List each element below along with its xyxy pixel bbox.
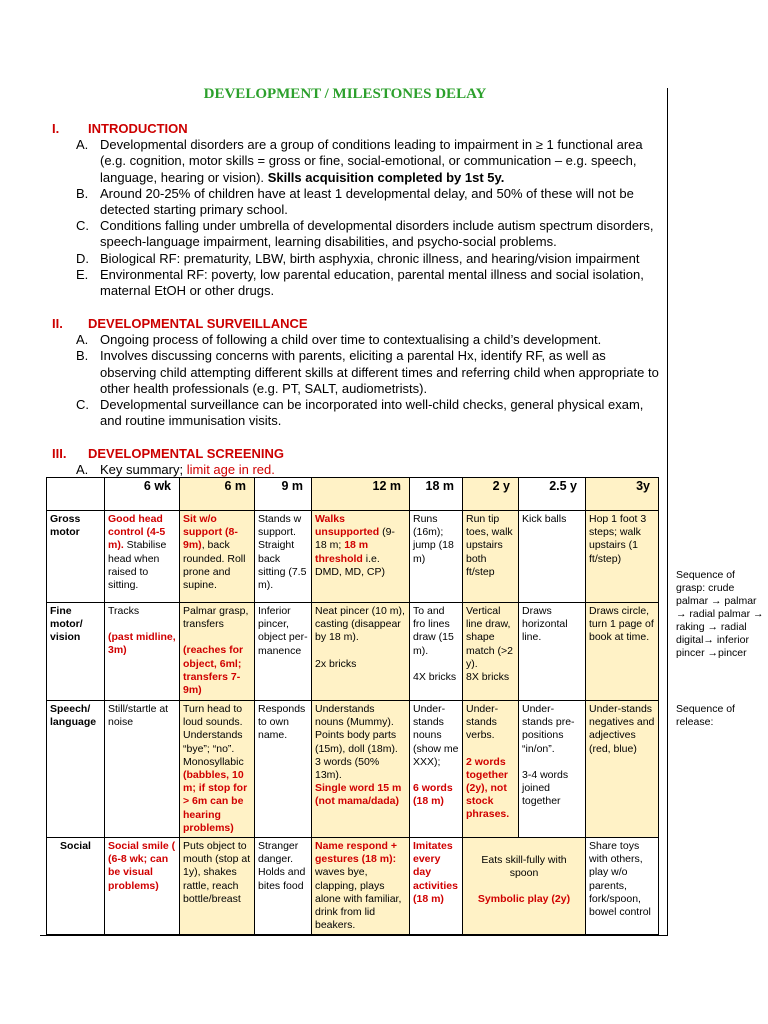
list-item: C. Conditions falling under umbrella of developmental disorders include autism spectrum disorders, speech-language impairment, learning disabilities, and psycho-social problems. xyxy=(76,218,654,250)
table-cell: Kick balls xyxy=(519,511,586,603)
table-cell: Palmar grasp, transfers (reaches for object, 6ml; transfers 7-9m) xyxy=(180,603,255,701)
table-cell: Still/startle at noise xyxy=(105,701,180,838)
table-cell: Responds to own name. xyxy=(255,701,312,838)
table-cell: Stands w support. Straight back sitting (7.5 m). xyxy=(255,511,312,603)
table-header-row xyxy=(47,478,659,511)
header-cell: 2.5 y xyxy=(519,478,586,511)
table-cell: To and fro lines draw (15 m). 4X bricks xyxy=(410,603,463,701)
section-heading: II. DEVELOPMENTAL SURVEILLANCE xyxy=(52,316,308,331)
table-cell: Vertical line draw, shape match (>2 y). 8X bricks xyxy=(463,603,519,701)
table-cell: Draws horizontal line. xyxy=(519,603,586,701)
table-cell: Runs (16m); jump (18 m) xyxy=(410,511,463,603)
list-item: B. Involves discussing concerns with parents, eliciting a parental Hx, identify RF, as well as observing child attempting different skills at different times and referring child when appropriate to other health professionals (e.g. PT, SALT, audiometrists). xyxy=(76,348,659,396)
section-surveillance xyxy=(52,316,662,429)
page-title: DEVELOPMENT / MILESTONES DELAY xyxy=(203,86,487,102)
table-row xyxy=(47,603,659,701)
section-heading: III. DEVELOPMENTAL SCREENING xyxy=(52,446,284,461)
list-item: B. Around 20-25% of children have at least 1 developmental delay, and 50% of these will not be detected starting primary school. xyxy=(76,185,634,218)
table-cell: Turn head to loud sounds. Understands “bye”; “no”. Monosyllabic (babbles, 10 m; if stop for > 6m can be hearing problems) xyxy=(180,701,255,838)
row-label: Fine motor/ vision xyxy=(47,603,105,701)
table-cell: Inferior pincer, object per-manence xyxy=(255,603,312,701)
release-sequence-note: Sequence of release: xyxy=(676,703,735,728)
list-item: C. Developmental surveillance can be incorporated into well-child checks, general physical exam, and routine immunisation visits. xyxy=(76,397,644,429)
table-cell: Run tip toes, walk upstairs both ft/step xyxy=(463,511,519,603)
table-cell: Understands nouns (Mummy). Points body parts (15m), doll (18m). 3 words (50% 13m). Single word 15 m (not mama/dada) xyxy=(312,701,410,838)
header-cell: 18 m xyxy=(410,478,463,511)
table-row xyxy=(47,701,659,838)
table-cell: Imitates every day activities (18 m) xyxy=(410,838,463,935)
list-item: D. Biological RF: prematurity, LBW, birth asphyxia, chronic illness, and hearing/vision impairment xyxy=(76,250,640,266)
table-cell: Share toys with others, play w/o parents, fork/spoon, bowel control xyxy=(586,838,659,935)
header-cell: 9 m xyxy=(255,478,312,511)
table-cell: Tracks (past midline, 3m) xyxy=(105,603,180,701)
table-cell: Under-stands verbs. 2 words together (2y), not stock phrases. xyxy=(463,701,519,838)
section-heading: I. INTRODUCTION xyxy=(52,121,188,136)
header-cell: 12 m xyxy=(312,478,410,511)
table-cell: Under-stands negatives and adjectives (red, blue) xyxy=(586,701,659,838)
section-introduction xyxy=(52,121,662,299)
table-cell: Under-stands pre-positions “in/on”. 3-4 words joined together xyxy=(519,701,586,838)
row-label: Gross motor xyxy=(47,511,105,603)
milestones-table xyxy=(46,477,659,935)
header-cell: 3y xyxy=(586,478,659,511)
header-cell: 2 y xyxy=(463,478,519,511)
section-screening xyxy=(52,446,662,478)
table-row xyxy=(47,511,659,603)
table-cell: Sit w/o support (8-9m), back rounded. Roll prone and supine. xyxy=(180,511,255,603)
list-item: E. Environmental RF: poverty, low parental education, parental mental illness and social isolation, maternal EtOH or other drugs. xyxy=(76,266,644,299)
grasp-sequence-note: Sequence of grasp: crude palmar → palmar → radial palmar → raking → radial digital→ inferior pincer →pincer xyxy=(676,569,764,659)
table-cell: Walks unsupported (9-18 m; 18 m threshold i.e. DMD, MD, CP) xyxy=(312,511,410,603)
header-cell: 6 wk xyxy=(105,478,180,511)
row-label: Speech/ language xyxy=(47,701,105,838)
header-blank xyxy=(47,478,105,511)
table-cell: Neat pincer (10 m), casting (disappear by 18 m). 2x bricks xyxy=(312,603,410,701)
list-item: A. Ongoing process of following a child over time to contextualising a child’s development. xyxy=(76,332,602,348)
table-cell: Good head control (4-5 m). Stabilise head when raised to sitting. xyxy=(105,511,180,603)
table-cell: Hop 1 foot 3 steps; walk upstairs (1 ft/step) xyxy=(586,511,659,603)
table-cell: Social smile ( (6-8 wk; can be visual problems) xyxy=(105,838,180,935)
table-cell: Draws circle, turn 1 page of book at time. xyxy=(586,603,659,701)
table-cell: Stranger danger. Holds and bites food xyxy=(255,838,312,935)
right-margin-rule xyxy=(667,88,668,936)
table-cell-merged: Eats skill-fully with spoon Symbolic play (2y) xyxy=(463,838,586,935)
table-cell: Puts object to mouth (stop at 1y), shakes rattle, reach bottle/breast xyxy=(180,838,255,935)
header-cell: 6 m xyxy=(180,478,255,511)
row-label: Social xyxy=(47,838,105,935)
table-cell: Under-stands nouns (show me XXX); 6 words (18 m) xyxy=(410,701,463,838)
table-cell: Name respond + gestures (18 m): waves bye, clapping, plays alone with familiar, drink from lid beakers. xyxy=(312,838,410,935)
list-item: A. Key summary; limit age in red. xyxy=(76,462,275,478)
table-row xyxy=(47,838,659,935)
list-item: A. Developmental disorders are a group of conditions leading to impairment in ≥ 1 functional area (e.g. cognition, motor skills = gross or fine, social-emotional, or communication – e.g. speech, language, hearing or vision). Skills acquisition completed by 1st 5y. xyxy=(76,137,643,185)
